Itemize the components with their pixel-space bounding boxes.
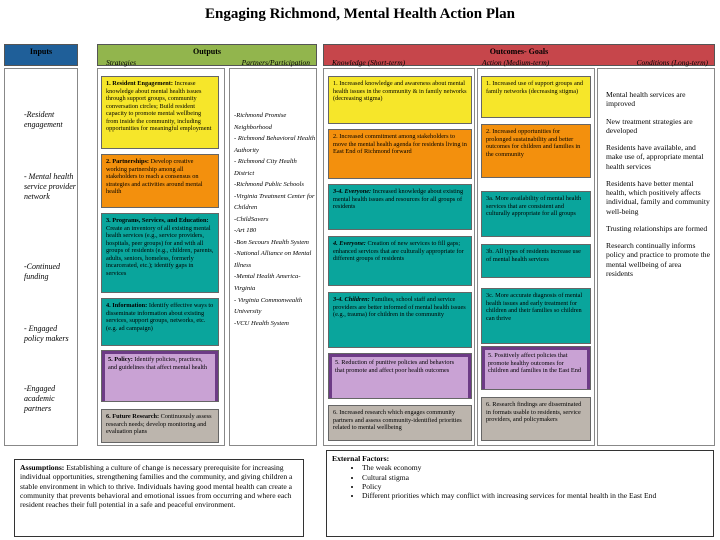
strategy-policy-inner [105,354,215,402]
strategy-information [101,298,219,346]
short-term-outcome-5 [328,353,472,399]
medium-term-outcome-6 [481,397,591,441]
condition-item: Trusting relationships are formed [606,223,708,233]
medium-term-outcome-3c [481,288,591,344]
strategy-text: Increase knowledge about mental health issues through support groups, community conversation circles; Build resident capacity to promote mental wellbeing from inside the community, including opportunities for meaningful employment [106,80,212,133]
strategy-text: Identify policies, practices, and guidelines that affect mental health [108,356,208,371]
partner-item: - Richmond Behavioral Health Authority [234,135,316,154]
outcome-text: 3b. All types of residents increase use of mental health services [486,248,581,263]
external-factor-item: • Different priorities which may conflict with increasing services for mental health in the East End [362,491,708,500]
short-term-outcome-5-inner [332,357,468,399]
input-item: -Resident engagement [24,110,63,129]
condition-item: Research continually informs policy and practice to promote the mental wellbeing of area residents [606,241,710,278]
medium-term-outcome-3a [481,191,591,237]
short-term-outcome-2 [328,129,472,179]
short-term-outcome-3-4-children [328,292,472,348]
outcome-text: 6. Increased research which engages community partners and assess community-identified priorities related to mental wellbeing [333,409,462,432]
short-term-outcome-1 [328,76,472,124]
conditions-list [606,90,710,278]
external-factor-item: • The weak economy [362,463,708,472]
strategy-policy [101,350,219,402]
partner-item: -Art 180 [234,227,257,235]
partner-item: -Richmond Public Schools [234,181,304,189]
page-title: Engaging Richmond, Mental Health Action Plan [204,6,516,22]
strategy-future-research [101,409,219,443]
strategy-text: Identify effective ways to disseminate information about existing services, support groups, networks, etc. (e.g. ad campaign) [106,302,214,332]
outcome-text: 2. Increased opportunities for prolonged sustainability and better outcomes for children and families in the community [486,128,581,158]
outcomes-header-label: Outcomes- Goals [489,47,549,56]
strategies-label: Strategies [106,58,136,67]
strategy-text: Develop creative working partnership among all stakeholders to reach a consensus on strategies and activities around mental health [106,158,203,196]
medium-term-outcome-2 [481,124,591,178]
inputs-header-label: Inputs [29,47,53,56]
outcome-text: Creation of new services to fill gaps; enhanced services that are culturally appropriate for different groups of residents [333,240,464,263]
outcome-lead: 3-4. Everyone: [333,188,372,195]
partners-label: Partners/Participation [241,58,310,67]
short-term-outcome-3-4-everyone [328,184,472,230]
medium-term-outcome-5-inner [485,350,587,390]
medium-term-outcome-1 [481,76,591,118]
assumptions-lead: Assumptions: [20,463,65,472]
medium-term-outcome-3b [481,244,591,278]
partner-item: -Mental Health America-Virginia [234,273,301,292]
outcome-text: 5. Reduction of punitive policies and behaviors that promote and affect poor health outcomes [335,359,455,374]
condition-item: Residents have available, and make use of, appropriate mental health services [606,143,704,171]
outcome-text: 3a. More availability of mental health services that are consistent and culturally appropriate for all groups [486,195,582,218]
partner-item: - Richmond City Health District [234,158,297,177]
outcome-text: Increased knowledge about existing mental health issues and resources for all groups of residents [333,188,464,211]
input-item: - Mental health service provider network [24,172,76,201]
outputs-header [97,44,317,66]
outcome-text: 1. Increased knowledge and awareness about mental health issues in the community & in family networks (decreasing stigma) [333,80,467,103]
strategy-resident-engagement [101,76,219,149]
strategy-lead: 6. Future Research: [106,413,160,420]
partner-item: -VCU Health System [234,319,289,327]
partner-item: -Bon Secours Health System [234,238,309,246]
outcome-text: 2. Increased commitment among stakeholders to move the mental health agenda for residents living in East End of Richmond forward [333,133,467,156]
external-factor-item: • Policy [362,482,708,491]
outcome-lead: 4. Everyone: [333,240,366,247]
long-term-label: Conditions (Long-term) [636,58,708,67]
partners-list [234,110,316,329]
condition-item: Mental health services are improved [606,90,686,109]
assumptions-box [14,459,304,537]
strategy-programs [101,213,219,293]
outcome-text: Families, school staff and service providers are better informed of mental health issues (e.g., trauma) for children in the community [333,296,466,319]
strategy-lead: 4. Information: [106,302,148,309]
input-item: -Engaged academic partners [24,384,56,413]
short-term-label: Knowledge (Short-term) [332,58,406,67]
short-term-outcome-6 [328,405,472,441]
external-factors-list [332,463,708,500]
outcome-text: 5. Positively affect policies that promote healthy outcomes for children and families in the East End [488,352,582,375]
input-item: -Continued funding [24,262,60,281]
partner-item: -Virginia Treatment Center for Children [234,192,315,212]
strategy-lead: 2. Partnerships: [106,158,150,165]
condition-item: New treatment strategies are developed [606,116,693,135]
outcomes-header [323,44,715,66]
medium-term-label: Action (Medium-term) [482,58,550,67]
outcome-lead: 3-4. Children: [333,296,370,303]
partner-item: - Virginia Commonwealth University [234,296,303,316]
input-item: - Engaged policy makers [24,324,69,343]
inputs-header [4,44,78,66]
medium-term-outcome-5 [481,346,591,390]
strategy-lead: 5. Policy: [108,356,133,363]
external-factors-box [326,450,714,537]
strategy-text: Continuously assess research needs; develop monitoring and evaluation plans [106,413,212,436]
outcome-text: 6. Research findings are disseminated in formats usable to residents, service providers, and policymakers [486,401,582,424]
strategy-lead: 3. Programs, Services, and Education: [106,217,209,224]
partner-item: -Richmond Promise Neighborhood [234,112,287,131]
external-factors-title: External Factors: [332,454,390,463]
condition-item: Residents have better mental health, which positively affects individual, family and community well-being [606,178,710,216]
external-factor-item: • Cultural stigma [362,473,708,482]
outputs-header-label: Outputs [192,47,221,56]
strategy-partnerships [101,154,219,208]
short-term-outcome-4-everyone [328,236,472,286]
partner-item: -ChildSavers [234,215,269,223]
outcome-text: 3c. More accurate diagnosis of mental health issues and early treatment for children and their families so children can thrive [486,292,583,322]
outcome-text: 1. Increased use of support groups and family networks (decreasing stigma) [486,80,584,95]
partner-item: -National Alliance on Mental Illness [234,250,312,269]
strategy-text: Create an inventory of all existing mental health services (e.g., service providers, hospitals, peer groups) for and with all groups of residents (e.g., children, parents, adults, seniors, homeless, formerly incarcerated, etc.); identify gaps in services [106,224,214,277]
strategy-lead: 1. Resident Engagement: [106,80,173,87]
assumptions-text: Establishing a culture of change is necessary prerequisite for increasing individual opportunities, strengthening families and the community, and giving children a stable environment in which to thrive. Individuals having good mental health can create a community that prevents behavioral and emotional issues from occurring and where each resident reaches their full potential in a safe and peaceful environment. [20,463,293,509]
